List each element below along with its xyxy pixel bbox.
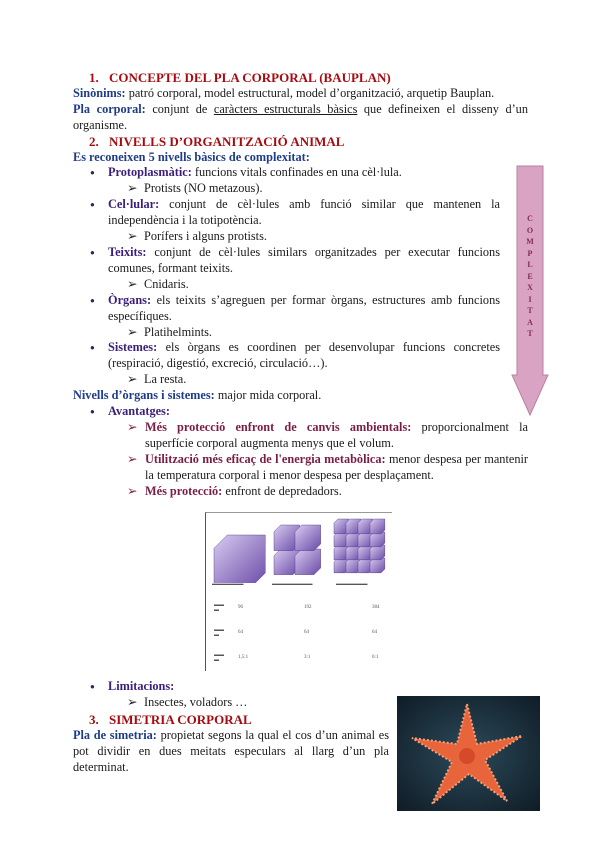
section-3 bbox=[73, 712, 389, 776]
cubes-illustration bbox=[206, 513, 392, 583]
arrow-letter: E bbox=[527, 271, 533, 281]
figure-value: 96 bbox=[238, 605, 243, 610]
heading-2: 2. NIVELLS D’ORGANITZACIÓ ANIMAL bbox=[89, 133, 345, 149]
level-example: ➢ Porífers i alguns protists. bbox=[73, 229, 500, 245]
level-item: ● Teixits: conjunt de cèl·lules similars organitzades per executar funcions comunes, formant teixits. bbox=[73, 245, 500, 277]
figure-row-label: ▬▬ ▬ bbox=[214, 653, 224, 663]
limitations-example: ➢ Insectes, voladors … bbox=[73, 695, 528, 711]
complexity-arrow bbox=[511, 165, 549, 417]
level-item: ● Cel·lular: conjunt de cèl·lules amb funció similar que mantenen la independència i la totipotència. bbox=[73, 197, 500, 229]
advantage-item: ➢ Més protecció enfront de canvis ambientals: proporcionalment la superfície corporal augmenta menys que el volum. bbox=[73, 420, 528, 452]
arrow-letter: T bbox=[527, 329, 533, 338]
arrow-letter: C bbox=[527, 214, 533, 223]
levels-intro: Es reconeixen 5 nivells bàsics de complexitat: bbox=[73, 149, 310, 164]
arrow-letter: P bbox=[527, 248, 533, 258]
advantage-item: ➢ Més protecció: enfront de depredadors. bbox=[73, 484, 528, 500]
arrow-letter: M bbox=[526, 237, 534, 246]
arrow-letter: A bbox=[527, 317, 533, 327]
figure-value: 192 bbox=[304, 605, 312, 610]
caption-1: ▬▬▬▬▬▬▬ bbox=[212, 581, 244, 586]
complexity-label bbox=[511, 213, 549, 340]
starfish-photo bbox=[397, 696, 540, 811]
organs-paragraph: Nivells d’òrgans i sistemes: major mida corporal. bbox=[73, 388, 322, 403]
figure-value: 64 bbox=[372, 630, 377, 635]
surface-volume-figure bbox=[205, 512, 392, 671]
advantages-list bbox=[73, 420, 528, 500]
symmetry-paragraph: Pla de simetria: propietat segons la qual el cos d’un animal es pot dividir en dues meitats especulars al llarg d’un pla determinat. bbox=[73, 728, 390, 774]
figure-row-label: ▬▬ ▬ bbox=[214, 603, 224, 613]
level-example: ➢ Protists (NO metazous). bbox=[73, 181, 500, 197]
figure-value: 64 bbox=[238, 630, 243, 635]
level-example: ➢ La resta. bbox=[73, 372, 500, 388]
figure-value: 3:1 bbox=[304, 655, 311, 660]
caption-2: ▬▬▬▬▬▬▬▬▬ bbox=[272, 581, 313, 586]
level-example: ➢ Platihelmints. bbox=[73, 325, 500, 341]
level-item: ● Òrgans: els teixits s’agreguen per formar òrgans, estructures amb funcions específiques. bbox=[73, 293, 500, 325]
limitations-bullet: ● Limitacions: bbox=[73, 679, 528, 695]
heading-1: 1. CONCEPTE DEL PLA CORPORAL (BAUPLAN) bbox=[89, 70, 391, 85]
advantages-bullet: ● Avantatges: bbox=[73, 404, 528, 420]
body-plan-paragraph: Pla corporal: conjunt de caràcters estructurals bàsics que defineixen el disseny d’un organisme. bbox=[73, 101, 528, 132]
caption-3: ▬▬▬▬▬▬▬ bbox=[336, 581, 368, 586]
figure-value: 384 bbox=[372, 605, 380, 610]
figure-row-label: ▬▬ ▬ bbox=[214, 628, 224, 638]
figure-value: 64 bbox=[304, 630, 309, 635]
figure-value: 1,5:1 bbox=[238, 655, 249, 660]
level-item: ● Protoplasmàtic: funcions vitals confinades en una cèl·lula. bbox=[73, 165, 500, 181]
arrow-letter: O bbox=[526, 225, 534, 235]
heading-3: 3. SIMETRIA CORPORAL bbox=[89, 712, 252, 728]
arrow-letter: L bbox=[527, 260, 533, 269]
arrow-letter: X bbox=[527, 283, 533, 292]
arrow-letter: T bbox=[527, 306, 533, 315]
synonyms-paragraph: Sinònims: patró corporal, model estructural, model d’organització, arquetip Bauplan. bbox=[73, 85, 495, 100]
level-item: ● Sistemes: els òrgans es coordinen per desenvolupar funcions concretes (respiració, digestió, excreció, circulació…). bbox=[73, 340, 500, 372]
level-example: ➢ Cnidaris. bbox=[73, 277, 500, 293]
figure-value: 6:1 bbox=[372, 655, 379, 660]
arrow-letter: I bbox=[528, 294, 532, 304]
levels-list bbox=[73, 165, 528, 388]
advantage-item: ➢ Utilització més eficaç de l'energia metabòlica: menor despesa per mantenir la temperatura corporal i menor despesa per desplaçament. bbox=[73, 452, 528, 484]
